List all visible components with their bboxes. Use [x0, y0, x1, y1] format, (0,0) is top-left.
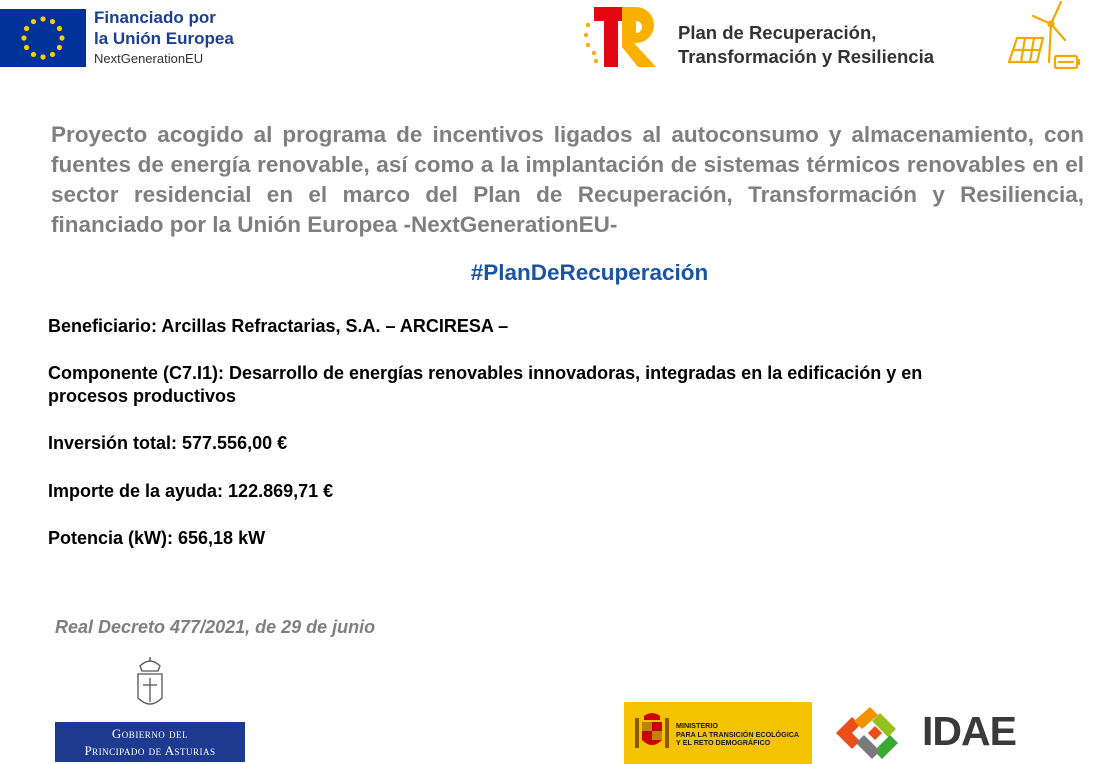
component-line-1: Componente (C7.I1): Desarrollo de energías renovables innovadoras, integradas en la edificación y en: [48, 363, 923, 383]
royal-decree-reference: Real Decreto 477/2021, de 29 de junio: [55, 617, 376, 637]
hashtag: #PlanDeRecuperación: [470, 260, 709, 285]
idae-logo: [830, 702, 1020, 764]
component-line-2: procesos productivos: [48, 386, 237, 406]
recovery-plan-line2: Transformación y Resiliencia: [678, 46, 935, 67]
eu-star: [40, 16, 45, 21]
eu-star: [24, 26, 29, 31]
asturias-government-logo: [55, 656, 245, 762]
investment-line: Inversión total: 577.556,00 €: [48, 433, 288, 453]
asturias-logo-line1: Gobierno del: [111, 726, 189, 741]
eu-star: [21, 35, 26, 40]
idae-diamond-icon: [830, 702, 920, 764]
recovery-plan-line1: Plan de Recuperación,: [678, 22, 877, 43]
idae-wordmark: IDAE: [922, 708, 1016, 754]
eu-funding-logo: [0, 5, 250, 67]
eu-star: [31, 52, 36, 57]
asturias-logo-line2: Principado de Asturias: [84, 743, 216, 758]
wind-solar-battery-icon: [1003, 0, 1083, 74]
recovery-plan-tr-icon: [582, 3, 662, 71]
eu-star: [40, 54, 45, 59]
eu-star: [57, 26, 62, 31]
eu-star: [50, 19, 55, 24]
eu-logo-line1: Financiado por: [94, 8, 216, 27]
aid-amount-line: Importe de la ayuda: 122.869,71 €: [48, 481, 334, 501]
eu-flag-icon: [0, 9, 86, 67]
spain-coat-of-arms-icon: [632, 710, 672, 756]
eu-logo-line3: NextGenerationEU: [94, 51, 204, 66]
asturias-crest-icon: [135, 656, 165, 712]
program-description: Proyecto acogido al programa de incentivos ligados al autoconsumo y almacenamiento, con fuentes de energía renovable, así como a la implantación de sistemas térmicos renovables en el sector residencial en el marco del Plan de Recuperación, Transformación y Resiliencia, financiado por la Unión Europea -NextGenerationEU-: [51, 122, 1084, 237]
power-line: Potencia (kW): 656,18 kW: [48, 528, 266, 548]
eu-star: [24, 45, 29, 50]
ministry-ecological-transition-logo: [624, 702, 812, 764]
ministry-line3: Y EL RETO DEMOGRÁFICO: [676, 738, 771, 748]
ministry-line2: PARA LA TRANSICIÓN ECOLÓGICA: [676, 729, 800, 739]
beneficiary-line: Beneficiario: Arcillas Refractarias, S.A. – ARCIRESA –: [48, 316, 509, 336]
eu-logo-line2: la Unión Europea: [94, 29, 234, 48]
recovery-plan-logo: [582, 3, 982, 71]
ministry-line1: MINISTERIO: [676, 721, 718, 730]
eu-star: [57, 45, 62, 50]
eu-star: [31, 19, 36, 24]
eu-star: [50, 52, 55, 57]
eu-star: [59, 35, 64, 40]
